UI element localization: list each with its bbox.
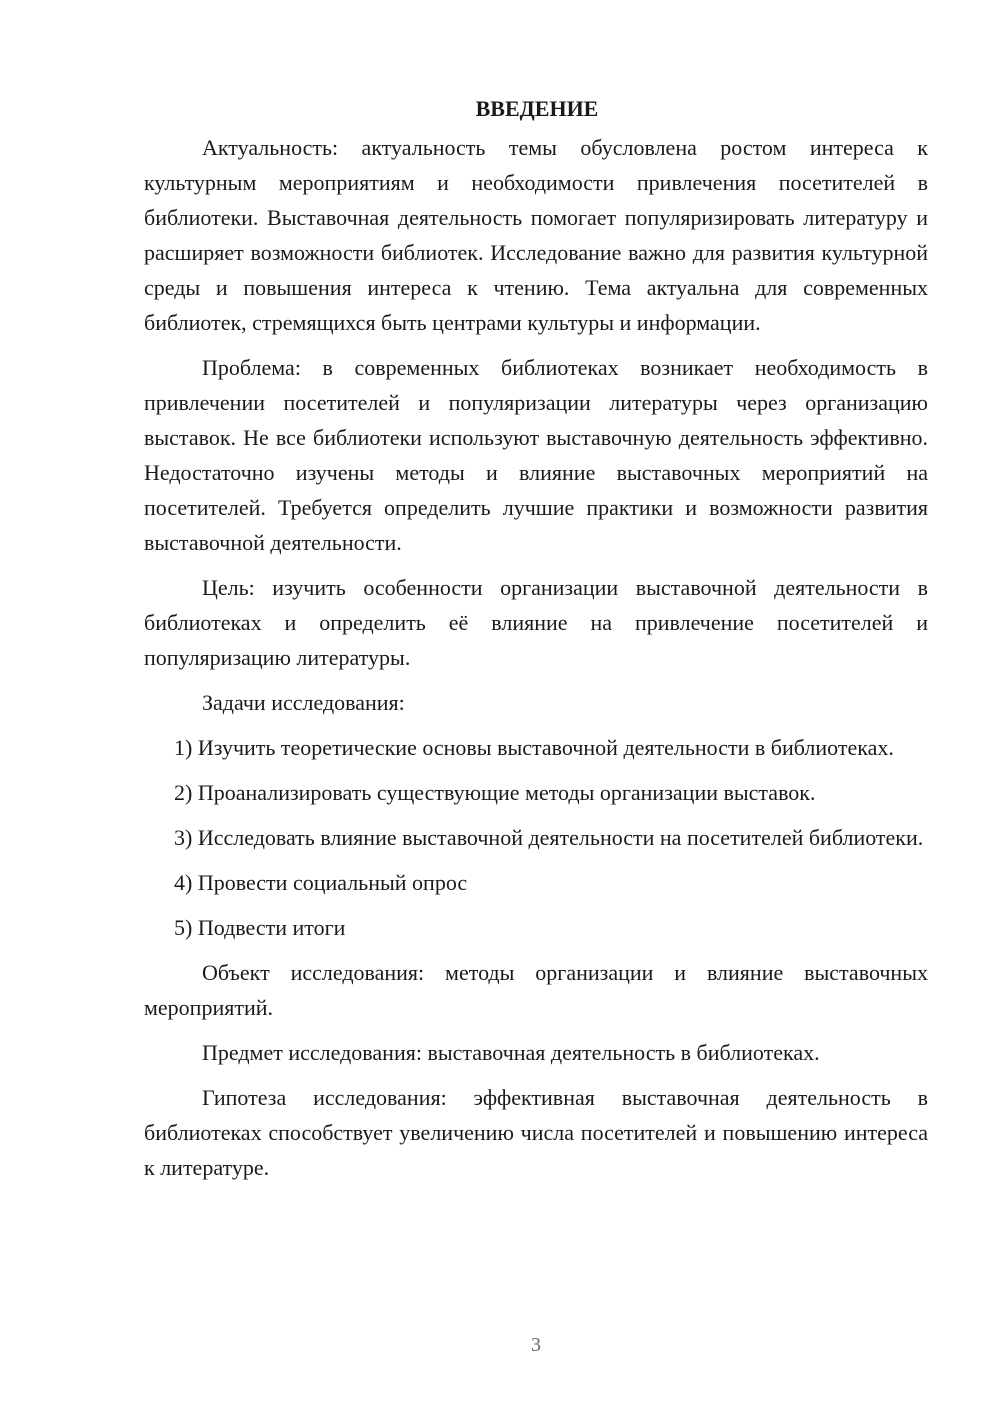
problem-paragraph: Проблема: в современных библиотеках возникает необходимость в привлечении посетителей и популяризации литературы через организацию выставок. Не все библиотеки используют выставочную деятельность эффективно. Недостаточно изучены методы и влияние выставочных мероприятий на посетителей. Требуется определить лучшие практики и возможности развития выставочной деятельности. <box>144 355 928 555</box>
section-title: ВВЕДЕНИЕ <box>475 96 599 121</box>
task-item-2: 2) Проанализировать существующие методы организации выставок. <box>174 780 816 805</box>
task-item-4: 4) Провести социальный опрос <box>174 870 468 895</box>
task-item-5: 5) Подвести итоги <box>174 915 346 940</box>
subject-paragraph: Предмет исследования: выставочная деятельность в библиотеках. <box>202 1040 820 1065</box>
object-paragraph: Объект исследования: методы организации и влияние выставочных мероприятий. <box>144 960 928 1020</box>
task-item-1: 1) Изучить теоретические основы выставочной деятельности в библиотеках. <box>174 735 894 760</box>
task-item-3: 3) Исследовать влияние выставочной деятельности на посетителей библиотеки. <box>174 825 924 850</box>
hypothesis-paragraph: Гипотеза исследования: эффективная выставочная деятельность в библиотеках способствует увеличению числа посетителей и повышению интереса к литературе. <box>144 1085 928 1180</box>
goal-paragraph: Цель: изучить особенности организации выставочной деятельности в библиотеках и определить её влияние на привлечение посетителей и популяризацию литературы. <box>144 575 928 670</box>
page-number: 3 <box>531 1334 541 1356</box>
document-page <box>144 92 928 1185</box>
tasks-heading: Задачи исследования: <box>202 690 405 715</box>
relevance-paragraph: Актуальность: актуальность темы обусловлена ростом интереса к культурным мероприятиям и необходимости привлечения посетителей в библиотеки. Выставочная деятельность помогает популяризировать литературу и расширяет возможности библиотек. Исследование важно для развития культурной среды и повышения интереса к чтению. Тема актуальна для современных библиотек, стремящихся быть центрами культуры и информации. <box>144 135 928 335</box>
